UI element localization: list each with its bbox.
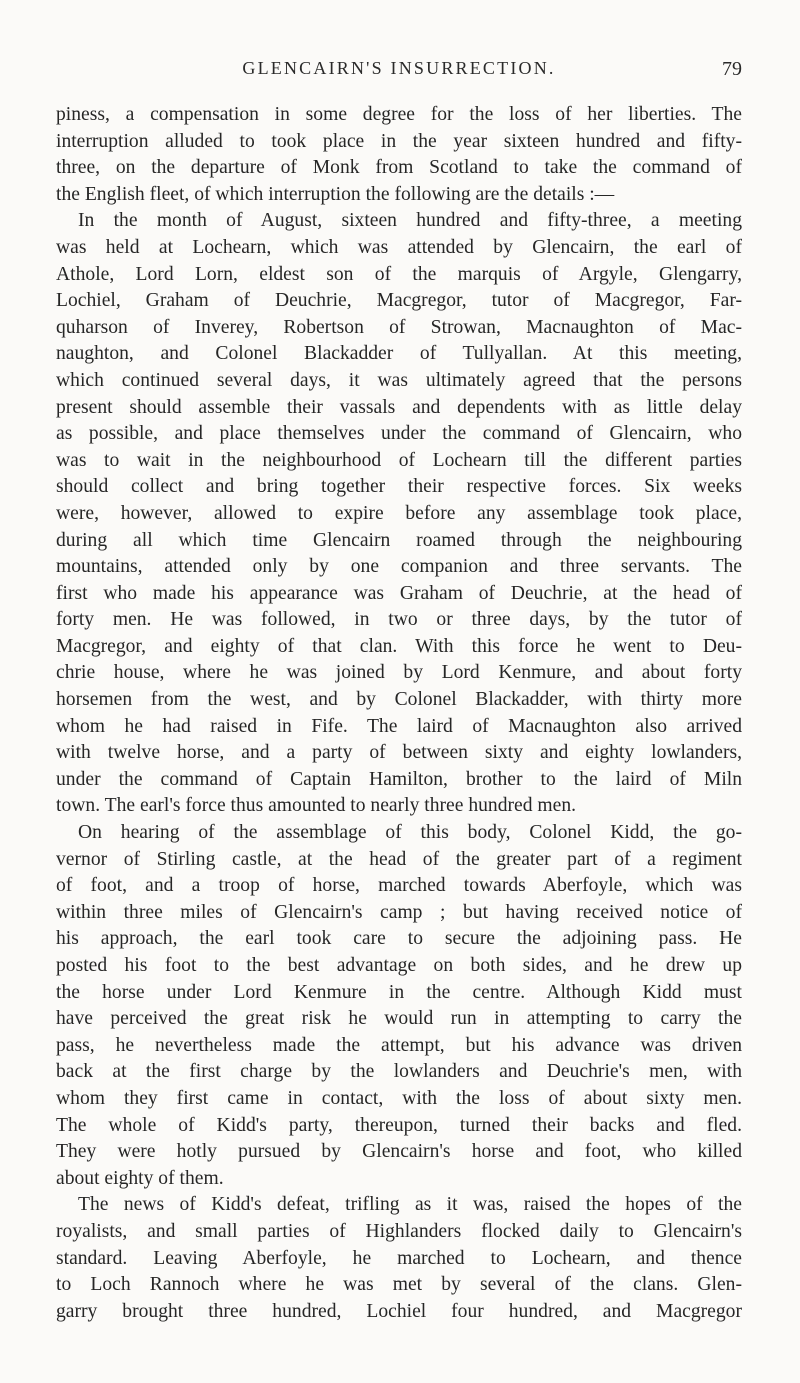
- text-line: during all which time Glencairn roamed through the neighbouring: [56, 529, 742, 551]
- text-line: chrie house, where he was joined by Lord Kenmure, and about forty: [56, 662, 742, 684]
- text-line: royalists, and small parties of Highlanders flocked daily to Glencairn's: [56, 1220, 742, 1242]
- text-line: as possible, and place themselves under the command of Glencairn, who: [56, 423, 742, 445]
- text-line: garry brought three hundred, Lochiel four hundred, and Macgregor: [56, 1300, 742, 1322]
- text-line: interruption alluded to took place in the year sixteen hundred and fifty-: [56, 130, 742, 152]
- text-line: present should assemble their vassals and dependents with as little delay: [56, 396, 742, 418]
- text-line: whom he had raised in Fife. The laird of Macnaughton also arrived: [56, 715, 742, 737]
- text-line: pass, he nevertheless made the attempt, but his advance was driven: [56, 1034, 742, 1056]
- text-line: which continued several days, it was ultimately agreed that the persons: [56, 369, 742, 391]
- text-line: the English fleet, of which interruption the following are the details :—: [56, 183, 615, 205]
- text-line: with twelve horse, and a party of between sixty and eighty lowlanders,: [56, 742, 742, 764]
- text-line: Macgregor, and eighty of that clan. With this force he went to Deu-: [56, 635, 742, 657]
- running-title: GLENCAIRN'S INSURRECTION.: [242, 58, 556, 78]
- text-line: horsemen from the west, and by Colonel Blackadder, with thirty more: [56, 689, 742, 711]
- text-line: was held at Lochearn, which was attended by Glencairn, the earl of: [56, 236, 742, 258]
- text-line: within three miles of Glencairn's camp ; but having received notice of: [56, 901, 742, 923]
- running-head: [56, 58, 742, 84]
- page-number: 79: [722, 58, 742, 80]
- text-line: back at the first charge by the lowlanders and Deuchrie's men, with: [56, 1061, 742, 1083]
- text-line: to Loch Rannoch where he was met by several of the clans. Glen-: [56, 1274, 742, 1296]
- text-line: under the command of Captain Hamilton, brother to the laird of Miln: [56, 768, 742, 790]
- text-line: In the month of August, sixteen hundred and fifty-three, a meeting: [78, 210, 742, 232]
- text-line: mountains, attended only by one companion and three servants. The: [56, 556, 742, 578]
- text-line: his approach, the earl took care to secure the adjoining pass. He: [56, 928, 742, 950]
- text-line: forty men. He was followed, in two or three days, by the tutor of: [56, 609, 742, 631]
- text-line: were, however, allowed to expire before any assemblage took place,: [56, 502, 742, 524]
- text-line: should collect and bring together their respective forces. Six weeks: [56, 476, 742, 498]
- text-line: The news of Kidd's defeat, trifling as it was, raised the hopes of the: [78, 1194, 742, 1216]
- body-text: [56, 102, 742, 1325]
- text-line: town. The earl's force thus amounted to nearly three hundred men.: [56, 795, 577, 817]
- text-line: standard. Leaving Aberfoyle, he marched to Lochearn, and thence: [56, 1247, 742, 1269]
- text-line: On hearing of the assemblage of this body, Colonel Kidd, the go-: [78, 822, 742, 844]
- text-line: Lochiel, Graham of Deuchrie, Macgregor, tutor of Macgregor, Far-: [56, 290, 742, 312]
- text-line: vernor of Stirling castle, at the head of the greater part of a regiment: [56, 848, 742, 870]
- text-line: about eighty of them.: [56, 1167, 224, 1189]
- text-line: They were hotly pursued by Glencairn's horse and foot, who killed: [56, 1141, 742, 1163]
- text-line: whom they first came in contact, with the loss of about sixty men.: [56, 1087, 742, 1109]
- text-line: naughton, and Colonel Blackadder of Tullyallan. At this meeting,: [56, 343, 742, 365]
- text-line: quharson of Inverey, Robertson of Strowan, Macnaughton of Mac-: [56, 316, 742, 338]
- text-line: piness, a compensation in some degree for the loss of her liberties. The: [56, 104, 742, 125]
- text-line: three, on the departure of Monk from Scotland to take the command of: [56, 157, 742, 179]
- text-line: was to wait in the neighbourhood of Lochearn till the different parties: [56, 449, 742, 471]
- text-line: The whole of Kidd's party, thereupon, turned their backs and fled.: [56, 1114, 742, 1136]
- text-line: Athole, Lord Lorn, eldest son of the marquis of Argyle, Glengarry,: [56, 263, 742, 285]
- text-line: posted his foot to the best advantage on both sides, and he drew up: [56, 955, 742, 976]
- text-line: the horse under Lord Kenmure in the centre. Although Kidd must: [56, 981, 742, 1003]
- text-line: first who made his appearance was Graham of Deuchrie, at the head of: [56, 582, 742, 604]
- text-line: have perceived the great risk he would run in attempting to carry the: [56, 1008, 742, 1030]
- text-line: of foot, and a troop of horse, marched towards Aberfoyle, which was: [56, 875, 742, 897]
